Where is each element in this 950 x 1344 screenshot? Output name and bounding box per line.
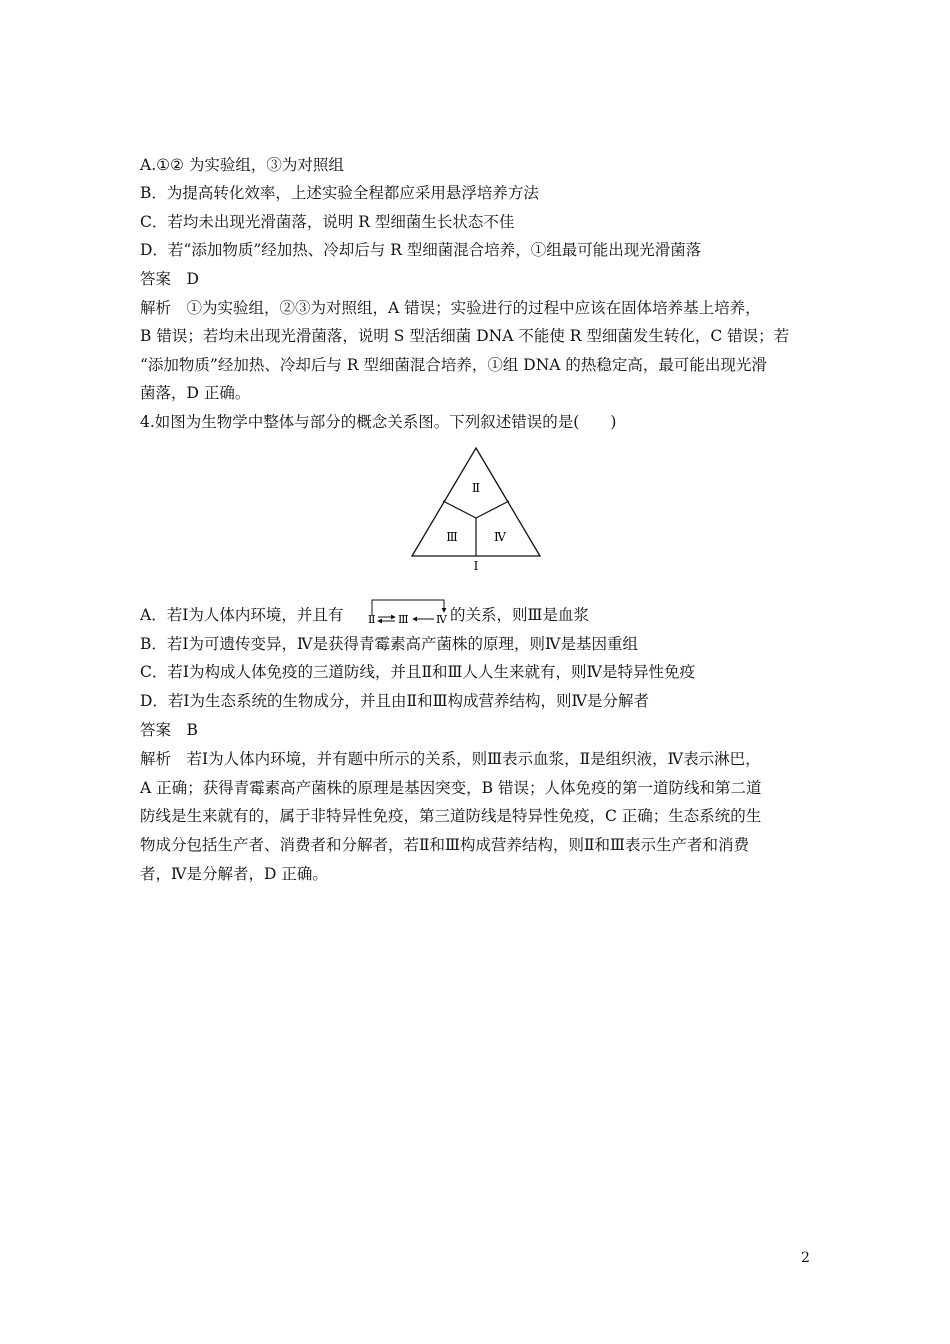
q4-analysis-line-3: 防线是生来就有的，属于非特异性免疫，第三道防线是特异性免疫，C 正确；生态系统的生 (140, 807, 762, 825)
q3-analysis-line-2: B 错误；若均未出现光滑菌落，说明 S 型活细菌 DNA 不能使 R 型细菌发生转化，C 错误；若 (140, 327, 790, 345)
q3-option-b: B．为提高转化效率，上述实验全程都应采用悬浮培养方法 (140, 184, 539, 202)
q3-option-c: C．若均未出现光滑菌落，说明 R 型细菌生长状态不佳 (140, 213, 515, 231)
q3-option-a: A.①② 为实验组，③为对照组 (140, 156, 344, 174)
page-number: 2 (801, 1250, 810, 1266)
q4-analysis-line-1: 解析 若Ⅰ为人体内环境，并有题中所示的关系，则Ⅲ表示血浆，Ⅱ是组织液，Ⅳ表示淋巴， (140, 750, 761, 768)
fluid-exchange-diagram (368, 598, 450, 632)
q4-answer: 答案 B (140, 721, 198, 739)
q3-analysis-line-4: 菌落，D 正确。 (140, 384, 251, 402)
q3-option-d: D．若“添加物质”经加热、冷却后与 R 型细菌混合培养，①组最可能出现光滑菌落 (140, 241, 702, 259)
q4-stem: 4.如图为生物学中整体与部分的概念关系图。下列叙述错误的是( ) (140, 413, 617, 431)
q3-analysis-line-1: 解析 ①为实验组，②③为对照组，A 错误；实验进行的过程中应该在固体培养基上培养， (140, 299, 761, 317)
cycle-node-iii: Ⅲ (398, 613, 409, 626)
q3-analysis-line-3: “添加物质”经加热、冷却后与 R 型细菌混合培养，①组 DNA 的热稳定高，最可能出现光滑 (140, 356, 767, 374)
q4-analysis-line-5: 者，Ⅳ是分解者，D 正确。 (140, 865, 328, 883)
q4-option-c: C．若Ⅰ为构成人体免疫的三道防线，并且Ⅱ和Ⅲ人人生来就有，则Ⅳ是特异性免疫 (140, 663, 695, 681)
cycle-node-iv: Ⅳ (436, 613, 447, 626)
divider-center-right (476, 501, 509, 518)
q4-option-d: D．若Ⅰ为生态系统的生物成分，并且由Ⅱ和Ⅲ构成营养结构，则Ⅳ是分解者 (140, 692, 650, 710)
q3-answer: 答案 D (140, 270, 199, 288)
q4-option-a-suffix: 的关系，则Ⅲ是血浆 (450, 606, 589, 624)
concept-triangle-diagram (410, 446, 544, 576)
cycle-node-ii: Ⅱ (368, 613, 376, 626)
q4-analysis-line-2: A 正确；获得青霉素高产菌株的原理是基因突变，B 错误；人体免疫的第一道防线和第二道 (140, 779, 762, 797)
region-label-top: Ⅱ (471, 481, 481, 495)
q4-analysis-line-4: 物成分包括生产者、消费者和分解者，若Ⅱ和Ⅲ构成营养结构，则Ⅱ和Ⅲ表示生产者和消费 (140, 836, 749, 854)
region-label-right: Ⅳ (494, 530, 506, 544)
divider-center-left (443, 501, 476, 518)
q4-option-b: B．若Ⅰ为可遗传变异，Ⅳ是获得青霉素高产菌株的原理，则Ⅳ是基因重组 (140, 635, 638, 653)
whole-label-bottom: Ⅰ (473, 559, 479, 572)
q4-option-a-prefix: A．若Ⅰ为人体内环境，并且有 (140, 606, 344, 624)
region-label-left: Ⅲ (446, 530, 458, 544)
